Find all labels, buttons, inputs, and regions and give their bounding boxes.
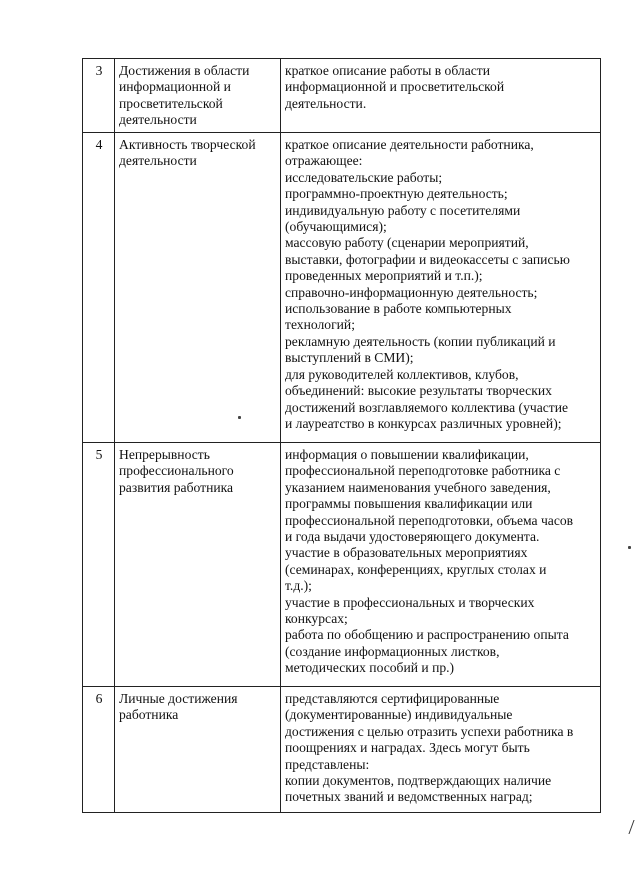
text-line: индивидуальную работу с посетителями	[285, 202, 521, 218]
criterion-description	[281, 59, 601, 133]
text-line: (создание информационных листков,	[285, 643, 500, 659]
text-line: представлены:	[285, 756, 370, 772]
row-number-text: 4	[95, 137, 103, 152]
text-line: Активность творческой	[119, 137, 256, 152]
text-line: копии документов, подтверждающих наличие	[285, 773, 552, 789]
text-line: деятельности	[119, 153, 197, 169]
text-line: развития работника	[119, 479, 234, 495]
row-number	[83, 59, 115, 133]
text-line: информационной и просветительской	[285, 79, 505, 95]
text-line: профессиональной переподготовке работника с	[285, 463, 561, 479]
text-line: участие в образовательных мероприятиях	[285, 545, 528, 561]
criterion-description	[281, 687, 601, 813]
text-line: выставки, фотографии и видеокассеты с записью	[285, 251, 570, 267]
text-line: краткое описание работы в области	[285, 63, 490, 78]
text-line: деятельности.	[285, 95, 367, 111]
table-row	[83, 133, 601, 443]
text-line: работа по обобщению и распространению опыта	[285, 627, 569, 643]
criterion-name	[115, 443, 281, 687]
text-line: отражающее:	[285, 153, 363, 169]
text-line: представляются сертифицированные	[285, 691, 500, 706]
row-number-text: 6	[95, 691, 103, 706]
criterion-name	[115, 59, 281, 133]
text-line: методических пособий и пр.)	[285, 660, 455, 676]
scan-speck	[238, 416, 241, 419]
text-line: (документированные) индивидуальные	[285, 707, 513, 723]
text-line: и года выдачи удостоверяющего документа.	[285, 529, 540, 545]
text-line: (семинарах, конференциях, круглых столах и	[285, 561, 547, 577]
table-row	[83, 687, 601, 813]
scan-speck	[628, 546, 631, 549]
row-number	[83, 133, 115, 443]
text-line: выступлений в СМИ);	[285, 350, 414, 366]
text-line: исследовательские работы;	[285, 169, 443, 185]
text-line: справочно-информационную деятельность;	[285, 284, 538, 300]
table-row	[83, 59, 601, 133]
text-line: для руководителей коллективов, клубов,	[285, 366, 519, 382]
text-line: массовую работу (сценарии мероприятий,	[285, 235, 529, 251]
criterion-description	[281, 443, 601, 687]
text-line: (обучающимися);	[285, 219, 387, 235]
criterion-description	[281, 133, 601, 443]
row-number	[83, 687, 115, 813]
scan-edge-mark	[622, 820, 634, 834]
text-line: программы повышения квалификации или	[285, 496, 533, 512]
text-line: достижения с целью отразить успехи работника в	[285, 723, 574, 739]
criteria-table	[82, 58, 601, 813]
text-line: Личные достижения	[119, 691, 238, 706]
text-line: информационной и	[119, 79, 231, 95]
text-line: проведенных мероприятий и т.п.);	[285, 268, 483, 284]
row-number-text: 5	[95, 447, 103, 462]
text-line: участие в профессиональных и творческих	[285, 594, 535, 610]
text-line: рекламную деятельность (копии публикаций и	[285, 333, 556, 349]
text-line: т.д.);	[285, 578, 312, 594]
criterion-name	[115, 133, 281, 443]
table-row	[83, 443, 601, 687]
text-line: технологий;	[285, 317, 355, 333]
text-line: конкурсах;	[285, 611, 348, 627]
text-line: почетных званий и ведомственных наград;	[285, 789, 533, 805]
text-line: краткое описание деятельности работника,	[285, 137, 534, 152]
text-line: и лауреатство в конкурсах различных уровней);	[285, 415, 562, 431]
text-line: объединений: высокие результаты творческих	[285, 383, 552, 399]
text-line: достижений возглавляемого коллектива (участие	[285, 399, 569, 415]
criterion-name	[115, 687, 281, 813]
text-line: указанием наименования учебного заведения,	[285, 479, 551, 495]
table-body	[83, 59, 601, 813]
text-line: использование в работе компьютерных	[285, 301, 512, 317]
text-line: работника	[119, 707, 179, 723]
text-line: Непрерывность	[119, 447, 210, 462]
row-number	[83, 443, 115, 687]
text-line: профессионального	[119, 463, 234, 479]
text-line: профессиональной переподготовки, объема часов	[285, 512, 574, 528]
text-line: деятельности	[119, 112, 197, 128]
text-line: информация о повышении квалификации,	[285, 447, 529, 462]
row-number-text: 3	[95, 63, 103, 78]
text-line: поощрениях и наградах. Здесь могут быть	[285, 740, 530, 756]
text-line: просветительской	[119, 95, 223, 111]
text-line: программно-проектную деятельность;	[285, 186, 508, 202]
text-line: Достижения в области	[119, 63, 250, 78]
